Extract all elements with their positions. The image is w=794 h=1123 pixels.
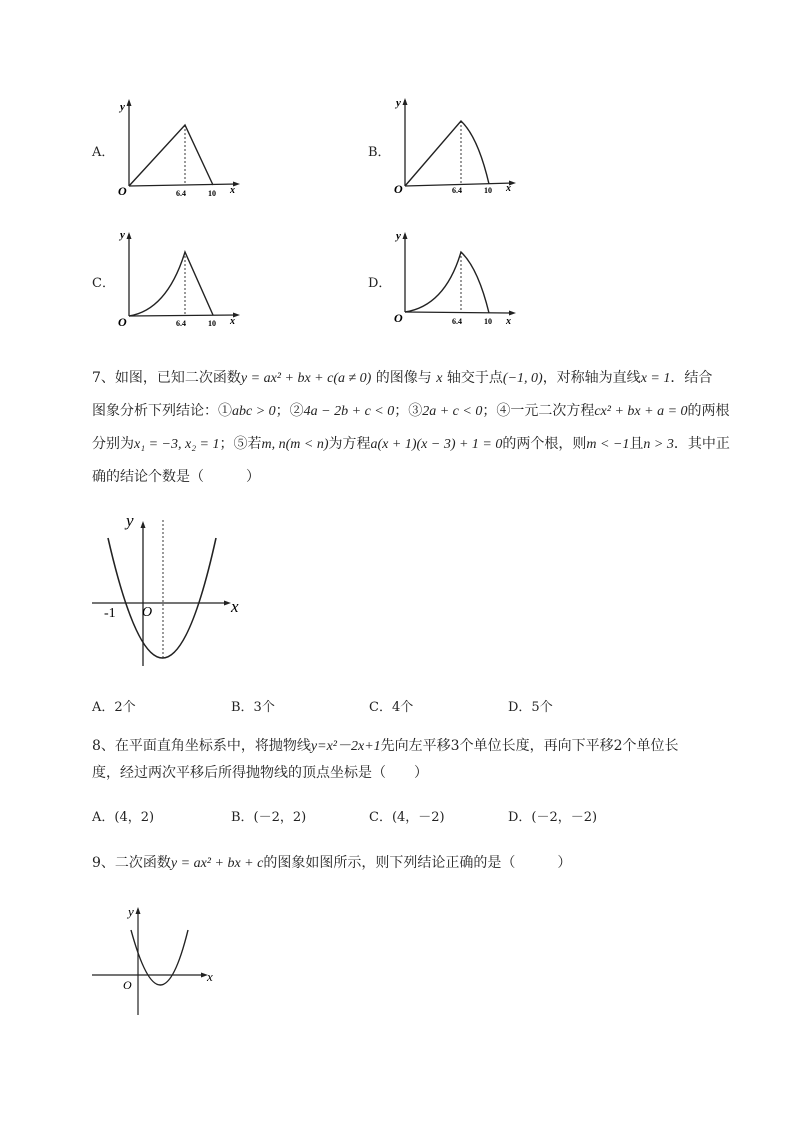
q7-line-2	[92, 395, 752, 428]
origin-label: O	[394, 311, 403, 325]
q9-parabola-graph	[88, 900, 218, 1018]
q7-math: n > 3	[643, 437, 674, 452]
q7-text: ；⑤若	[219, 436, 262, 452]
q7-choice-a[interactable]: A．2个	[92, 700, 136, 715]
tick-6-4: 6.4	[176, 189, 186, 198]
x-axis-label: x	[231, 597, 239, 616]
q7-math: 4a − 2b + c < 0	[303, 404, 395, 419]
y-axis-label: y	[396, 230, 401, 242]
q7-text: ；③	[394, 403, 423, 419]
q8-text: 8、在平面直角坐标系中，将抛物线	[92, 738, 311, 754]
q7-text: 的图像与	[371, 370, 437, 386]
q7-text: 轴交于点	[442, 370, 503, 386]
q9-math: y = ax² + bx + c	[170, 856, 264, 871]
y-axis-label: y	[126, 511, 134, 530]
tick-10: 10	[484, 317, 492, 326]
q7-line-3	[92, 428, 752, 461]
tick-6-4: 6.4	[452, 317, 462, 326]
q7-math: a(x + 1)(x − 3) + 1 = 0	[370, 437, 503, 452]
q7-math: x	[436, 371, 443, 386]
tick-10: 10	[208, 189, 216, 198]
origin-label: O	[118, 184, 127, 198]
tick-10: 10	[484, 186, 492, 194]
q7-math: m < −1	[586, 437, 630, 452]
q7-text: 7、如图，已知二次函数	[92, 370, 241, 386]
q7-math: abc > 0	[232, 404, 276, 419]
option-a-label: A．	[92, 145, 115, 160]
q9-text: 9、二次函数	[92, 855, 171, 871]
q9-text: 的图象如图所示，则下列结论正确的是（ ）	[263, 855, 572, 871]
graph-option-d	[388, 226, 523, 328]
q8-text: 先向左平移3个单位长度，再向下平移2个单位长	[380, 738, 679, 754]
q7-text: ，对称轴为直线	[542, 370, 641, 386]
minus-one-label: -1	[104, 606, 116, 621]
q9-line	[92, 847, 752, 880]
q7-parabola-graph	[88, 508, 258, 680]
q7-text: 且	[629, 436, 644, 452]
q7-text: 为方程	[328, 436, 371, 452]
y-axis-label: y	[120, 101, 125, 113]
q7-choice-d[interactable]: D．5个	[508, 700, 553, 715]
q7-text: ；②	[275, 403, 304, 419]
q8-choice-a[interactable]: A．(4，2)	[92, 810, 155, 825]
q7-math: x = 1	[640, 371, 671, 386]
q7-math: (−1, 0)	[502, 371, 543, 386]
q7-choice-b[interactable]: B．3个	[231, 700, 275, 715]
origin-label: O	[394, 182, 403, 194]
graph-option-c	[112, 228, 247, 330]
tick-6-4: 6.4	[176, 319, 186, 328]
q7-text: ．结合	[670, 370, 713, 386]
y-axis-label: y	[120, 229, 125, 241]
x-axis-label: x	[207, 969, 213, 984]
q7-text: 图象分析下列结论：①	[92, 403, 232, 419]
x-axis-label: x	[230, 316, 235, 327]
x-axis-label: x	[506, 183, 511, 194]
q7-text: 的两根	[687, 403, 730, 419]
q8-math: y=x²－2x+1	[310, 739, 381, 754]
option-c-label: C．	[92, 276, 115, 291]
q7-text: ．其中正	[673, 436, 730, 452]
q7-text: 的两个根，则	[502, 436, 587, 452]
q7-text: ；④一元二次方程	[482, 403, 595, 419]
origin-label: O	[142, 605, 153, 620]
q8-line-2: 度，经过两次平移后所得抛物线的顶点坐标是（ ）	[92, 765, 428, 781]
q7-math: cx² + bx + a = 0	[594, 404, 688, 419]
q7-line-1	[92, 362, 752, 395]
q8-choice-d[interactable]: D．(－2，－2)	[508, 810, 598, 825]
x-axis-label: x	[506, 316, 511, 327]
y-axis-label: y	[396, 97, 401, 109]
origin-label: O	[123, 978, 132, 992]
x-axis-label: x	[230, 185, 235, 196]
graph-option-b	[388, 92, 523, 194]
q8-choice-c[interactable]: C．(4，－2)	[369, 810, 445, 825]
y-axis-label: y	[128, 904, 134, 919]
q7-math: 2a + c < 0	[422, 404, 483, 419]
q7-math: y = ax² + bx + c(a ≠ 0)	[240, 371, 372, 386]
tick-10: 10	[208, 319, 216, 328]
option-d-label: D．	[368, 276, 392, 291]
q7-text: 分别为	[92, 436, 134, 452]
q7-math: x₁ = −3, x₂ = 1	[134, 437, 220, 452]
origin-label: O	[118, 315, 127, 329]
graph-option-a	[112, 96, 247, 198]
q7-choice-c[interactable]: C．4个	[369, 700, 414, 715]
q7-line-4: 确的结论个数是（ ）	[92, 469, 260, 485]
tick-6-4: 6.4	[452, 186, 462, 194]
option-b-label: B．	[368, 145, 391, 160]
q8-choice-b[interactable]: B．(－2，2)	[231, 810, 307, 825]
q7-math: m, n(m < n)	[261, 437, 329, 452]
